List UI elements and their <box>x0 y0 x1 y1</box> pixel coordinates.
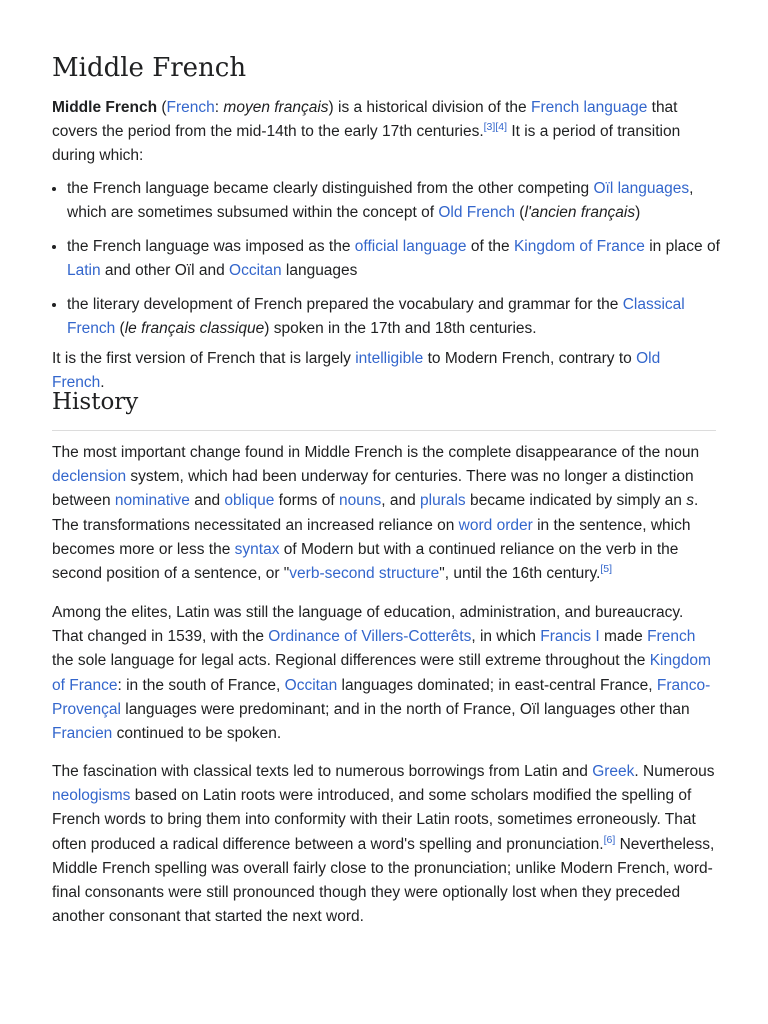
gloss-ancien-francais: l'ancien français <box>524 204 636 222</box>
page-title: Middle French <box>52 53 247 83</box>
history-paragraph-2 <box>52 601 716 746</box>
p2-text-7: languages were predominant; and in the north of France, Oïl languages other than <box>120 700 690 718</box>
list-item <box>67 234 731 283</box>
ref-4[interactable]: [4] <box>495 121 508 134</box>
closing-text-3: . <box>100 374 105 392</box>
b1-text-1: the French language became clearly distinguished from the other competing <box>67 180 594 197</box>
p2-text-4: the sole language for legal acts. Regional differences were still extreme throughout the <box>52 652 650 670</box>
intro-paragraph: Middle French (French: moyen français) is a historical division of the French language that covers the period from the mid-14th to the early 17th centuries.[3][4] It is a period of transition during which: <box>52 99 681 165</box>
ref-6[interactable]: [6] <box>603 833 616 846</box>
p1-text-6: became indicated by simply an <box>465 492 687 510</box>
link-french-language[interactable]: French language <box>530 99 648 116</box>
link-oblique[interactable]: oblique <box>224 492 275 510</box>
p2-text-1: Among the elites, Latin was still the language of education, administration, and bureaucracy. That changed in 1539, with the <box>52 604 684 646</box>
p3-text-4: Nevertheless, Middle French spelling was overall fairly close to the pronunciation; unlike Modern French, word-final consonants were still pronounced though they were optionally lost when they preceded another consonant that started the next word. <box>52 835 715 926</box>
closing-text-2: to Modern French, contrary to <box>423 350 637 367</box>
colon: : <box>214 99 220 116</box>
link-occitan[interactable]: Occitan <box>284 676 338 694</box>
p1-text-5: , and <box>381 492 420 510</box>
closing-text-1: It is the first version of French that is largely <box>52 350 356 367</box>
p3-text-3: based on Latin roots were introduced, and some scholars modified the spelling of French words to bring them into conformity with their Latin roots, sometimes erroneously. That often produced a radical difference between a word's spelling and pronunciation. <box>52 787 696 853</box>
plural-s: s <box>686 492 694 510</box>
p1-text-2: system, which had been underway for centuries. There was no longer a distinction between <box>52 468 694 510</box>
link-official-language[interactable]: official language <box>354 237 467 255</box>
intro-text-2: that covers the period from the mid-14th to the early 17th centuries. <box>52 99 678 141</box>
link-kingdom-of-france[interactable]: Kingdom of France <box>513 237 645 255</box>
link-latin[interactable]: Latin <box>67 262 101 280</box>
p1-text-7: . The transformations necessitated an increased reliance on <box>52 492 699 534</box>
intro-text-3: It is a period of transition during which: <box>52 123 681 165</box>
transition-list <box>52 176 731 341</box>
history-paragraph-3 <box>52 760 716 929</box>
link-syntax[interactable]: syntax <box>234 540 280 558</box>
link-verb-second-structure[interactable]: verb-second structure <box>289 565 440 583</box>
p1-text-10: ", until the 16th century. <box>439 565 601 583</box>
b3-text-2: ) spoken in the 17th and 18th centuries. <box>264 320 537 338</box>
link-classical-french[interactable]: Classical French <box>67 295 685 338</box>
link-oil-languages[interactable]: Oïl languages <box>593 180 690 197</box>
b3-text-1: the literary development of French prepared the vocabulary and grammar for the <box>67 295 623 313</box>
p2-text-3: made <box>599 628 648 646</box>
link-neologisms[interactable]: neologisms <box>52 787 131 805</box>
ref-3[interactable]: [3] <box>483 121 496 134</box>
link-old-french[interactable]: Old French <box>438 204 515 222</box>
b2-text-3: in place of <box>644 237 720 255</box>
ref-5[interactable]: [5] <box>600 562 613 575</box>
b2-text-4: and other Oïl and <box>100 262 230 280</box>
term-bold: Middle French <box>52 99 158 116</box>
section-heading-history: History <box>52 386 716 431</box>
p1-text-4: forms of <box>274 492 339 510</box>
history-paragraph-1 <box>52 441 716 586</box>
link-francien[interactable]: Francien <box>52 725 113 743</box>
p1-text-3: and <box>189 492 225 510</box>
link-nominative[interactable]: nominative <box>114 492 190 510</box>
p2-text-8: continued to be spoken. <box>112 725 282 743</box>
b2-text-1: the French language was imposed as the <box>67 237 355 255</box>
link-word-order[interactable]: word order <box>458 516 533 534</box>
p2-text-2: , in which <box>471 628 541 646</box>
link-french[interactable]: French <box>647 628 696 646</box>
b1-text-2: , which are sometimes subsumed within the concept of <box>67 180 694 222</box>
link-occitan[interactable]: Occitan <box>229 262 282 280</box>
link-french[interactable]: French <box>166 99 215 116</box>
link-franco-provencal[interactable]: Franco-Provençal <box>52 676 711 718</box>
p3-text-1: The fascination with classical texts led to numerous borrowings from Latin and <box>52 763 593 780</box>
p2-text-5: : in the south of France, <box>117 676 285 694</box>
b2-text-5: languages <box>281 262 358 280</box>
list-item: • the French language became clearly distinguished from the other competing Oïl languages, which are sometimes subsumed within the concept of Old French (l'ancien français) <box>67 176 731 225</box>
link-intelligible[interactable]: intelligible <box>355 350 424 367</box>
list-item: • the literary development of French prepared the vocabulary and grammar for the Classical French (le français classique) spoken in the 17th and 18th centuries. <box>67 292 731 341</box>
intro-text-1: ) is a historical division of the <box>328 99 531 116</box>
link-nouns[interactable]: nouns <box>338 492 382 510</box>
link-francis-i[interactable]: Francis I <box>540 628 600 646</box>
gloss-francais-classique: le français classique <box>124 320 265 338</box>
p2-text-6: languages dominated; in east-central France, <box>337 676 657 694</box>
link-ordinance[interactable]: Ordinance of Villers-Cotterêts <box>268 628 472 646</box>
link-declension[interactable]: declension <box>52 468 127 486</box>
p1-text-9: of Modern but with a continued reliance on the verb in the second position of a sentence, or " <box>52 540 679 583</box>
link-old-french[interactable]: Old French <box>52 350 661 392</box>
link-kingdom-of-france[interactable]: Kingdom of France <box>52 652 711 694</box>
p1-text-1: The most important change found in Middle French is the complete disappearance of the noun <box>52 444 700 461</box>
link-greek[interactable]: Greek <box>592 763 635 780</box>
p1-text-8: in the sentence, which becomes more or less the <box>52 516 691 558</box>
b2-text-2: of the <box>466 237 514 255</box>
gloss-moyen-francais: moyen français <box>223 99 329 116</box>
link-plurals[interactable]: plurals <box>420 492 466 510</box>
p3-text-2: . Numerous <box>634 763 715 780</box>
